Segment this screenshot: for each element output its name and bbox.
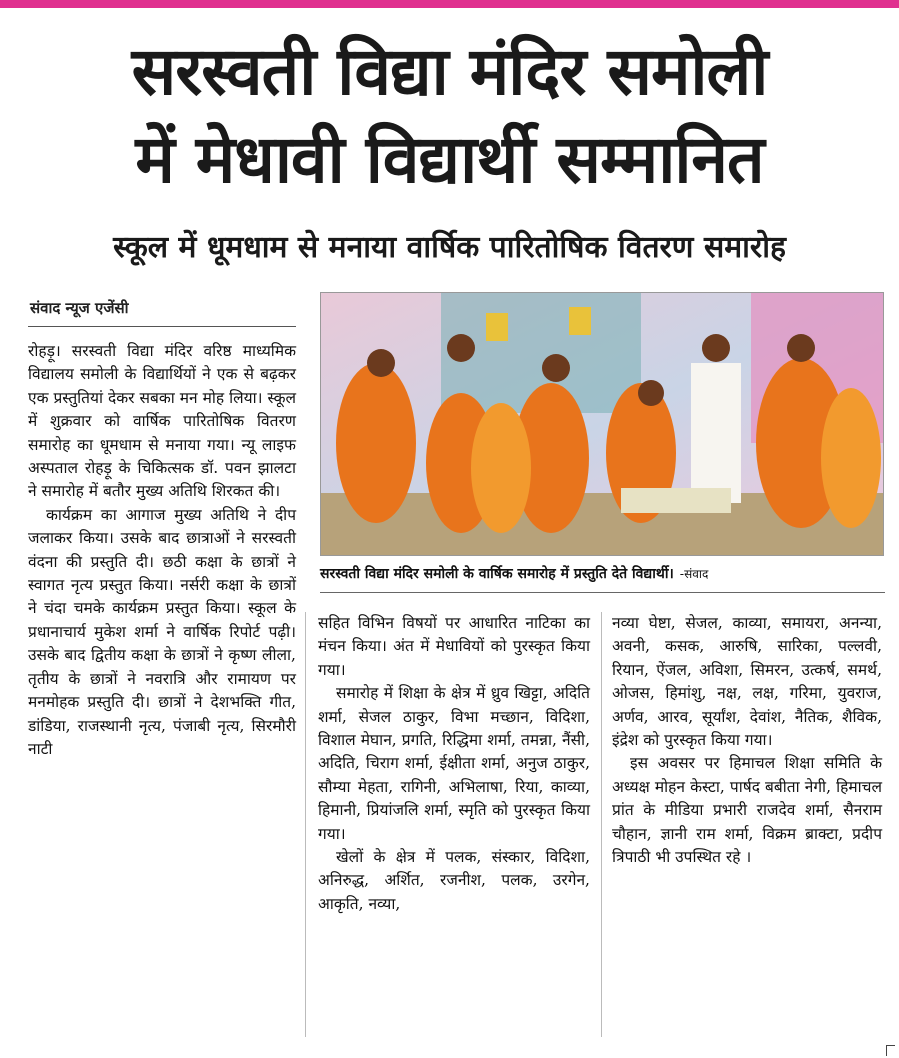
photo-caption-text: सरस्वती विद्या मंदिर समोली के वार्षिक समारोह में प्रस्तुति देते विद्यार्थी। [320, 566, 674, 582]
article-column-1 [28, 340, 296, 761]
article-column-2 [318, 612, 590, 916]
column-divider-1 [305, 612, 306, 1037]
col1-paragraph-1: रोहड़ू। सरस्वती विद्या मंदिर वरिष्ठ माध्यमिक विद्यालय समोली के विद्यार्थियों ने एक से बढ़कर एक प्रस्तुतियां देकर सबका मन मोह लिया। स्कूल में शुक्रवार को वार्षिक पारितोषिक वितरण समारोह का धूमधाम से मनाया गया। न्यू लाइफ अस्पताल रोहड़ू के चिकित्सक डॉ. पवन झालटा ने समारोह में बतौर मुख्य अतिथि शिरकत की। [28, 342, 296, 501]
col2-paragraph-3: खेलों के क्षेत्र में पलक, संस्कार, विदिशा, अनिरुद्ध, अर्शित, रजनीश, पलक, उरगेन, आकृति, नव्या, [318, 848, 590, 913]
column-divider-2 [601, 612, 602, 1037]
byline-agency: संवाद न्यूज एजेंसी [30, 299, 129, 317]
photo-caption [320, 564, 885, 583]
col3-paragraph-2: इस अवसर पर हिमाचल शिक्षा समिति के अध्यक्ष मोहन केस्टा, पार्षद बबीता नेगी, हिमाचल प्रांत के मीडिया प्रभारी राजदेव शर्मा, सैनराम चौहान, ज्ञानी राम शर्मा, विक्रम ब्राक्टा, प्रदीप त्रिपाठी भी उपस्थित रहे । [612, 754, 882, 867]
photo-credit: -संवाद [679, 567, 709, 581]
top-accent-bar [0, 0, 899, 8]
headline-line-1: सरस्वती विद्या मंदिर समोली [131, 33, 768, 110]
col3-paragraph-1: नव्या घेष्टा, सेजल, काव्या, समायरा, अनन्या, अवनी, कसक, आरुषि, सारिका, पल्लवी, रियान, ऐंजल, अविशा, सिमरन, उत्कर्ष, समर्थ, ओजस, हिमांशु, नक्ष, लक्ष, गरिमा, युवराज, अर्णव, आरव, सूर्यांश, देवांश, नैतिक, शैविक, इंद्रेश को पुरस्कृत किया गया। [612, 614, 882, 750]
headline-line-2: में मेधावी विद्यार्थी सम्मानित [135, 121, 764, 198]
corner-mark [886, 1045, 895, 1056]
col1-paragraph-2: कार्यक्रम का आगाज मुख्य अतिथि ने दीप जलाकर किया। उसके बाद छात्राओं ने सरस्वती वंदना की प्रस्तुति दी। छठी कक्षा के छात्रों ने स्वागत नृत्य प्रस्तुत किया। नर्सरी कक्षा के छात्रों ने चंदा चमके कार्यक्रम प्रस्तुत किया। स्कूल के प्रधानाचार्य मुकेश शर्मा ने वार्षिक रिपोर्ट पढ़ी। उसके बाद द्वितीय कक्षा के छात्रों ने कृष्ण लीला, तृतीय के छात्रों ने नवरात्रि और रामायण पर मनमोहक प्रस्तुति दी। छात्रों ने देशभक्ति गीत, डांडिया, राजस्थानी नृत्य, पंजाबी नृत्य, सिरमौरी नाटी [28, 505, 296, 758]
caption-divider [320, 592, 885, 593]
byline-divider [28, 326, 296, 327]
col2-paragraph-1: सहित विभिन विषयों पर आधारित नाटिका का मंचन किया। अंत में मेधावियों को पुरस्कृत किया गया। [318, 614, 590, 679]
subheadline: स्कूल में धूमधाम से मनाया वार्षिक पारितोषिक वितरण समारोह [113, 230, 786, 265]
col2-paragraph-2: समारोह में शिक्षा के क्षेत्र में ध्रुव खिट्टा, अदिति शर्मा, सेजल ठाकुर, विभा मच्छान, विदिशा, विशाल मेघान, प्रगति, रिद्धिमा शर्मा, तमन्ना, नैंसी, अदिति, चिराग शर्मा, ईक्षीता शर्मा, अनुज ठाकुर, सौम्या मेहता, रागिनी, अभिलाषा, रिया, काव्या, हिमानी, प्रियांजलि शर्मा, स्मृति को पुरस्कृत किया गया। [318, 684, 590, 843]
event-photo [320, 292, 884, 556]
article-column-3 [612, 612, 882, 869]
